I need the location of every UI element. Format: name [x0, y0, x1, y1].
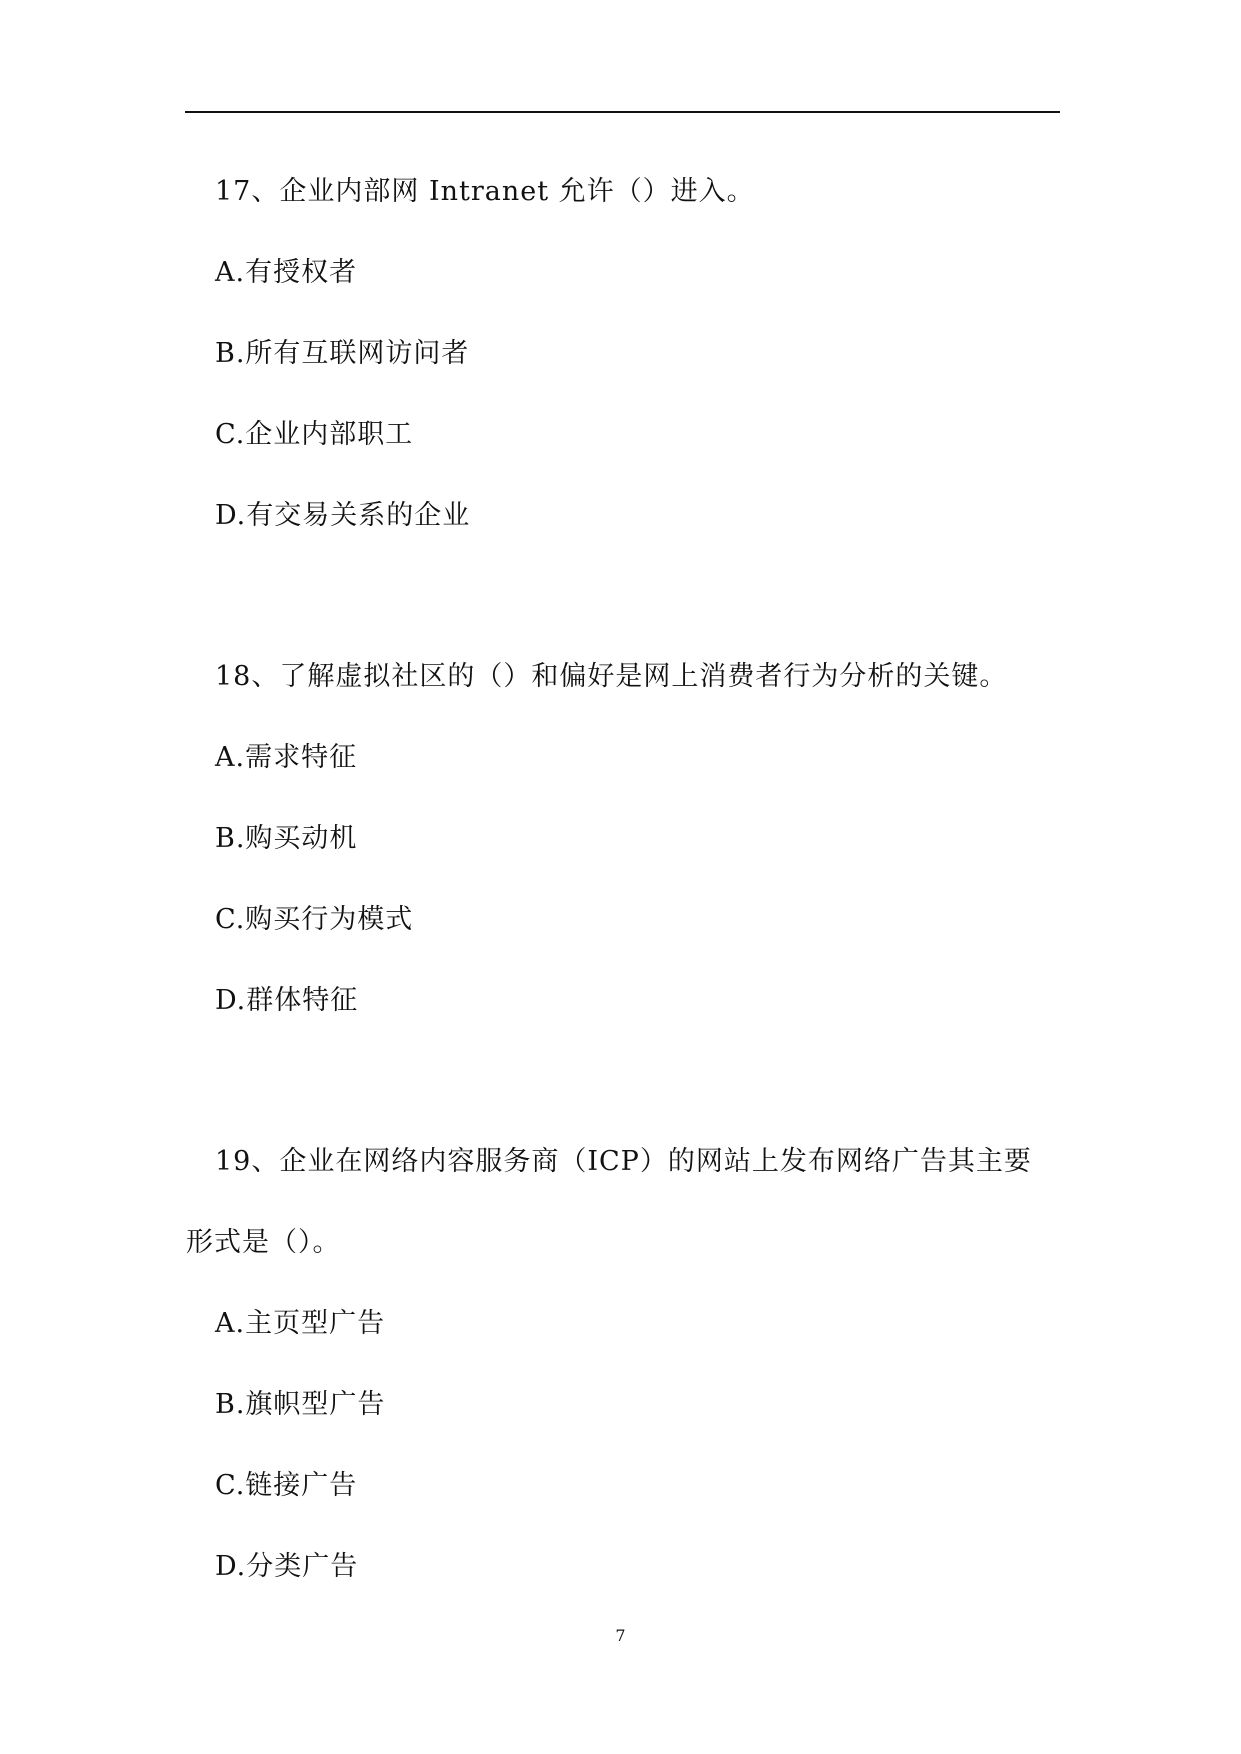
page-number: 7	[615, 1626, 626, 1645]
question-18-stem: 18、了解虚拟社区的（）和偏好是网上消费者行为分析的关键。	[215, 661, 1008, 692]
question-19-option-a: A.主页型广告	[215, 1308, 386, 1339]
question-18-option-c: C.购买行为模式	[215, 904, 414, 935]
question-18-option-a: A.需求特征	[215, 742, 358, 773]
question-17-option-a: A.有授权者	[215, 257, 358, 288]
question-17-option-d: D.有交易关系的企业	[215, 500, 471, 531]
question-17-stem: 17、企业内部网 Intranet 允许（）进入。	[215, 176, 755, 207]
question-17-option-c: C.企业内部职工	[215, 419, 414, 450]
question-19-option-b: B.旗帜型广告	[215, 1389, 386, 1420]
header-rule	[185, 111, 1060, 113]
question-19-option-d: D.分类广告	[215, 1551, 359, 1582]
question-18-option-d: D.群体特征	[215, 985, 359, 1016]
question-18-option-b: B.购买动机	[215, 823, 358, 854]
question-19-stem: 19、企业在网络内容服务商（ICP）的网站上发布网络广告其主要	[215, 1146, 1032, 1177]
question-17-option-b: B.所有互联网访问者	[215, 338, 470, 369]
question-19-stem-continued: 形式是（）。	[186, 1227, 341, 1258]
question-19-option-c: C.链接广告	[215, 1470, 358, 1501]
